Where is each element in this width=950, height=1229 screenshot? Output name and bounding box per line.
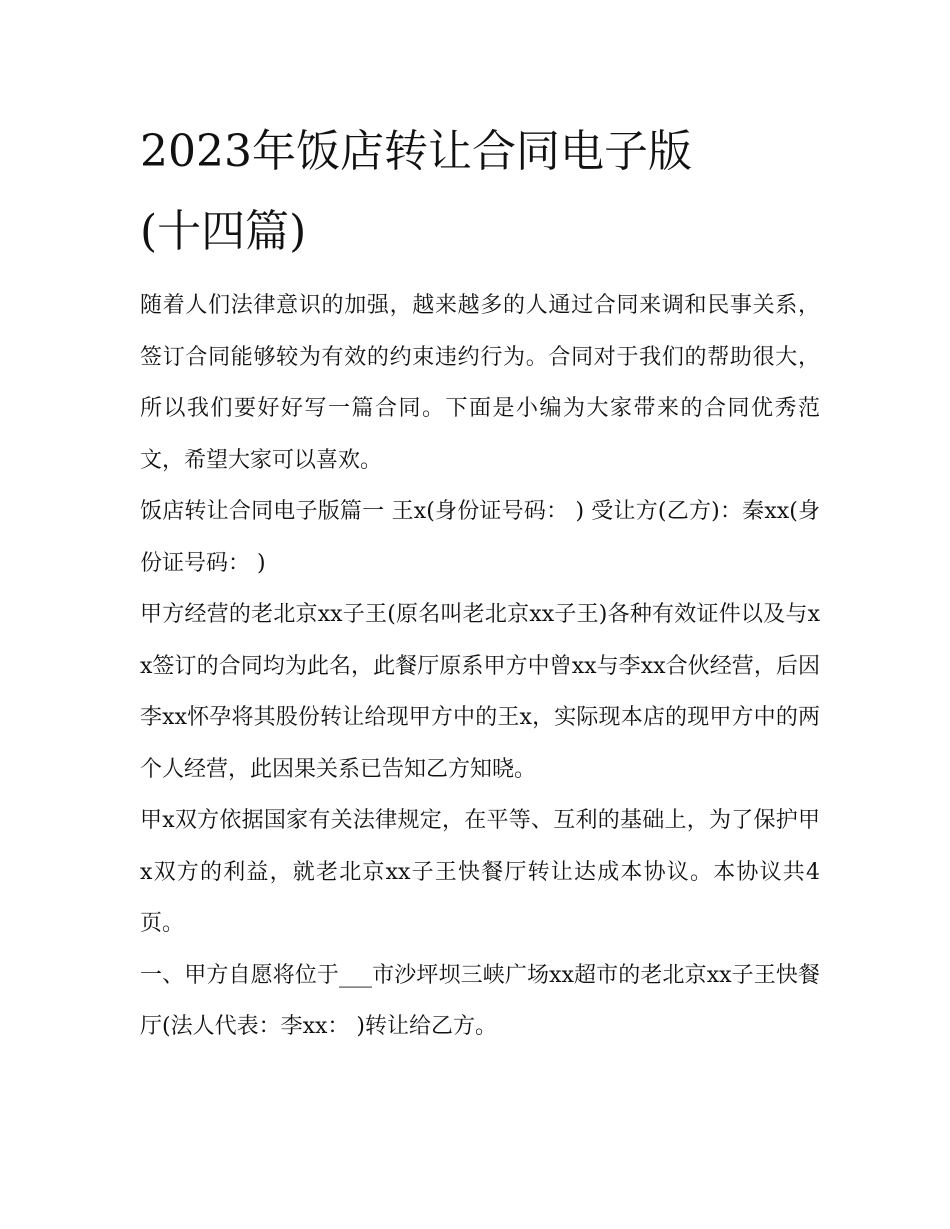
background-paragraph: 甲方经营的老北京xx子王(原名叫老北京xx子王)各种有效证件以及与xx签订的合同均为此名，此餐厅原系甲方中曾xx与李xx合伙经营，后因李xx怀孕将其股份转让给现甲方中的王x，实际现本店的现甲方中的两个人经营，此因果关系已告知乙方知晓。 bbox=[140, 602, 820, 782]
parties-paragraph: 饭店转让合同电子版篇一 王x(身份证号码： ) 受让方(乙方)：秦xx(身份证号码： ) bbox=[140, 499, 820, 576]
document-title-line-2: (十四篇) bbox=[140, 206, 307, 257]
document-paragraphs bbox=[140, 280, 820, 1053]
agreement-basis-paragraph: 甲x双方依据国家有关法律规定，在平等、互利的基础上，为了保护甲x双方的利益，就老北京xx子王快餐厅转让达成本协议。本协议共4页。 bbox=[140, 808, 820, 936]
clause-one-paragraph: 一、甲方自愿将位于___市沙坪坝三峡广场xx超市的老北京xx子王快餐厅(法人代表：李xx： )转让给乙方。 bbox=[140, 962, 820, 1039]
document-title-line-1: 2023年饭店转让合同电子版 bbox=[140, 126, 692, 177]
intro-paragraph: 随着人们法律意识的加强，越来越多的人通过合同来调和民事关系，签订合同能够较为有效的约束违约行为。合同对于我们的帮助很大，所以我们要好好写一篇合同。下面是小编为大家带来的合同优秀范文，希望大家可以喜欢。 bbox=[140, 293, 820, 473]
document-body bbox=[140, 112, 820, 1053]
document-title bbox=[140, 112, 820, 272]
